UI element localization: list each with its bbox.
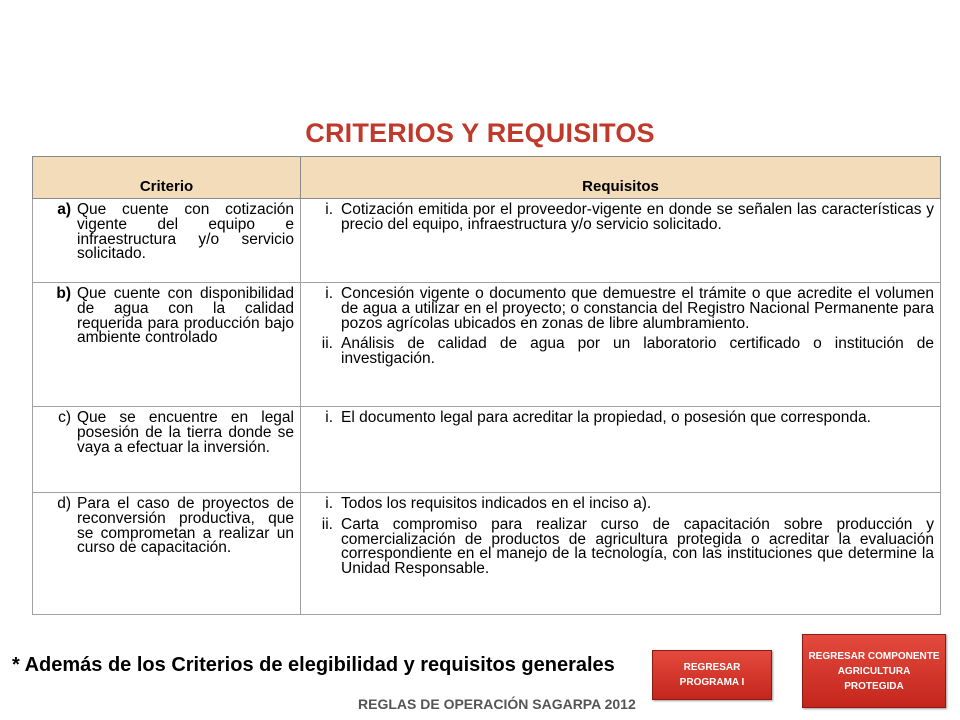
requisito-text: Todos los requisitos indicados en el inciso a). bbox=[341, 495, 652, 512]
criterio-text: Que se encuentre en legal posesión de la tierra donde se vaya a efectuar la inversión. bbox=[77, 409, 294, 456]
criterio-text: Que cuente con cotización vigente del equipo e infraestructura y/o servicio solicitado. bbox=[77, 201, 294, 263]
page-title: CRITERIOS Y REQUISITOS bbox=[305, 118, 655, 148]
requisito-text: Cotización emitida por el proveedor-vigente en donde se señalen las características y precio del equipo, infraestructura y/o servicio solicitado. bbox=[341, 201, 934, 233]
requisito-number: i. bbox=[325, 495, 333, 512]
requisito-number: i. bbox=[325, 201, 333, 218]
requisito-number: ii. bbox=[321, 515, 333, 533]
criterio-cell bbox=[33, 283, 301, 407]
header-criterio: Criterio bbox=[33, 157, 301, 199]
requisito-number: ii. bbox=[321, 335, 333, 353]
criterio-label: c) bbox=[58, 409, 71, 426]
criterio-cell bbox=[33, 493, 301, 615]
requisito-text: Carta compromiso para realizar curso de capacitación sobre producción y comercialización de productos de agricultura protegida o acreditar la evaluación correspondiente en el manejo de la tecnología, con las instituciones que determine la Unidad Responsable. bbox=[341, 515, 934, 578]
criterio-label: d) bbox=[57, 495, 71, 512]
requisito-number: i. bbox=[325, 409, 333, 426]
criterio-cell bbox=[33, 407, 301, 493]
regresar-programa-label: REGRESAR PROGRAMA I bbox=[679, 662, 745, 688]
regresar-programa-button[interactable] bbox=[652, 650, 772, 700]
requisito-text: El documento legal para acreditar la propiedad, o posesión que corresponda. bbox=[341, 409, 871, 426]
requisitos-cell bbox=[301, 407, 941, 493]
regresar-componente-button[interactable] bbox=[802, 634, 946, 708]
general-requirements-note: * Además de los Criterios de elegibilidad y requisitos generales bbox=[12, 654, 615, 676]
regresar-componente-label: REGRESAR COMPONENTE AGRICULTURA PROTEGIDA bbox=[808, 650, 940, 692]
table-row bbox=[33, 199, 941, 283]
table-header-row bbox=[33, 157, 941, 199]
requisito-text: Concesión vigente o documento que demuestre el trámite o que acredite el volumen de agua a utilizar en el proyecto; o constancia del Registro Nacional Permanente para pozos agrícolas ubicados en zonas de libre alumbramiento. bbox=[341, 285, 934, 332]
criterio-cell bbox=[33, 199, 301, 283]
footer-text: REGLAS DE OPERACIÓN SAGARPA 2012 bbox=[358, 696, 636, 712]
criterio-label: b) bbox=[56, 285, 71, 302]
header-requisitos: Requisitos bbox=[301, 157, 941, 199]
requisitos-cell bbox=[301, 283, 941, 407]
requisitos-cell bbox=[301, 493, 941, 615]
criterio-label: a) bbox=[57, 201, 71, 218]
table-row bbox=[33, 407, 941, 493]
table-row bbox=[33, 283, 941, 407]
requisito-number: i. bbox=[325, 285, 333, 302]
criterio-text: Para el caso de proyectos de reconversión productiva, que se comprometan a realizar un curso de capacitación. bbox=[77, 495, 294, 557]
table-row bbox=[33, 493, 941, 615]
criterio-text: Que cuente con disponibilidad de agua con la calidad requerida para producción bajo ambiente controlado bbox=[77, 285, 294, 347]
requisitos-cell bbox=[301, 199, 941, 283]
requisito-text: Análisis de calidad de agua por un laboratorio certificado o institución de investigación. bbox=[341, 335, 934, 368]
criteria-table bbox=[32, 156, 941, 615]
